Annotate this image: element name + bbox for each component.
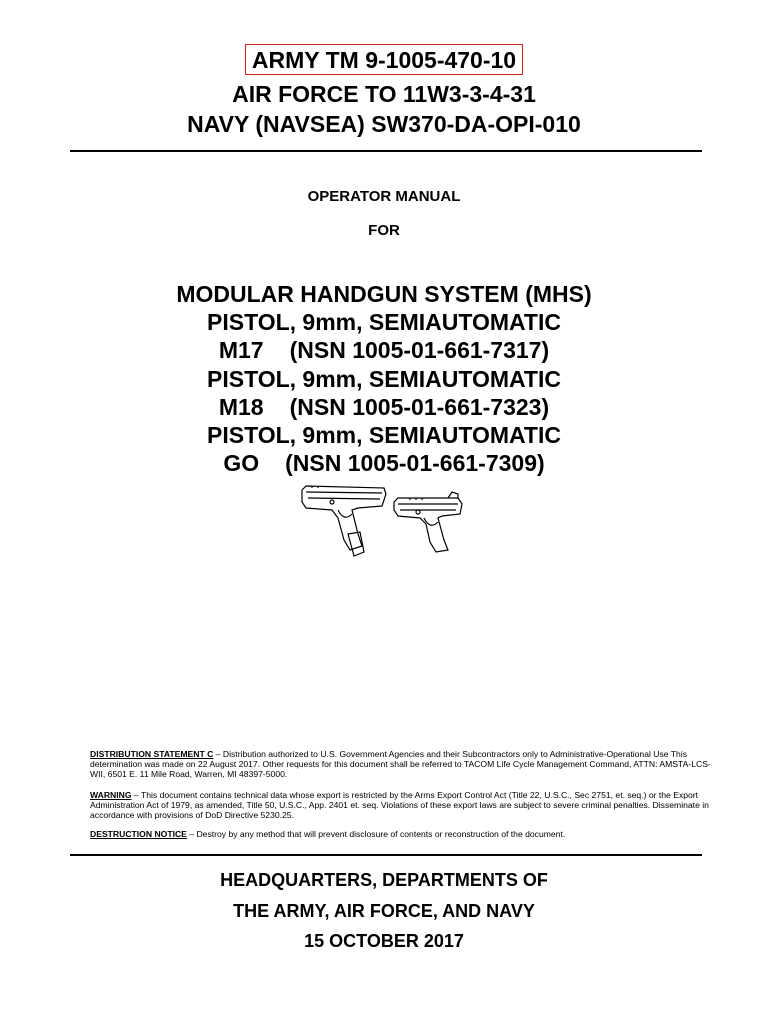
- destruction-text: – Destroy by any method that will prevent disclosure of contents or reconstruction of the document.: [186, 829, 566, 839]
- bottom-divider: [70, 854, 702, 856]
- warning-text: – This document contains technical data whose export is restricted by the Arms Export Control Act (Title 22, U.S.C., Sec 2751, et. seq.) or the Export Administration Act of 1979, as amended, Title 50, U.S.C., App. 2401 et. seq. Violations of these export laws are subject to severe criminal penalties. Disseminate in accordance with provisions of DoD Directive 5230.25.: [90, 790, 709, 820]
- item-nsn-m17: [0, 336, 768, 364]
- warning-label: WARNING: [90, 790, 132, 800]
- model-m18: M18: [218, 394, 264, 420]
- pistol-m18-drawing: [394, 492, 462, 552]
- item-nsn-m18: [0, 393, 768, 421]
- top-divider: [70, 150, 702, 152]
- army-tm-number: ARMY TM 9-1005-470-10: [245, 44, 523, 75]
- distribution-label: DISTRIBUTION STATEMENT C: [90, 749, 214, 759]
- destruction-notice: [90, 829, 722, 839]
- item-desc-go: PISTOL, 9mm, SEMIAUTOMATIC: [207, 422, 561, 448]
- army-tm-line: [0, 44, 768, 75]
- model-go: GO: [223, 450, 260, 476]
- distribution-statement: [90, 749, 722, 779]
- system-title: MODULAR HANDGUN SYSTEM (MHS): [176, 281, 592, 307]
- footer-headquarters: HEADQUARTERS, DEPARTMENTS OF: [220, 870, 548, 890]
- distribution-text: – Distribution authorized to U.S. Government Agencies and their Subcontractors only to Administrative-Operational Use This determination was made on 22 August 2017. Other requests for this document shall be referred to TACOM Life Cycle Management Command, ATTN: AMSTA-LCS-WII, 6501 E. 11 Mile Road, Warren, MI 48397-5000.: [90, 749, 711, 779]
- nsn-m17: (NSN 1005-01-661-7317): [289, 337, 550, 363]
- item-desc-m17: PISTOL, 9mm, SEMIAUTOMATIC: [207, 309, 561, 335]
- destruction-label: DESTRUCTION NOTICE: [90, 829, 187, 839]
- footer-departments: THE ARMY, AIR FORCE, AND NAVY: [233, 901, 535, 921]
- footer-date: 15 OCTOBER 2017: [304, 931, 464, 951]
- pistol-m17-drawing: [302, 486, 386, 556]
- item-nsn-go: [0, 449, 768, 477]
- warning-statement: [90, 790, 722, 820]
- model-m17: M17: [218, 337, 264, 363]
- item-desc-m18: PISTOL, 9mm, SEMIAUTOMATIC: [207, 366, 561, 392]
- pistol-illustration: [298, 480, 480, 560]
- nsn-m18: (NSN 1005-01-661-7323): [289, 394, 550, 420]
- air-force-to-number: AIR FORCE TO 11W3-3-4-31: [232, 81, 536, 107]
- navy-navsea-number: NAVY (NAVSEA) SW370-DA-OPI-010: [187, 111, 581, 137]
- manual-for: FOR: [368, 222, 400, 239]
- nsn-go: (NSN 1005-01-661-7309): [285, 450, 545, 476]
- manual-type: OPERATOR MANUAL: [307, 188, 461, 205]
